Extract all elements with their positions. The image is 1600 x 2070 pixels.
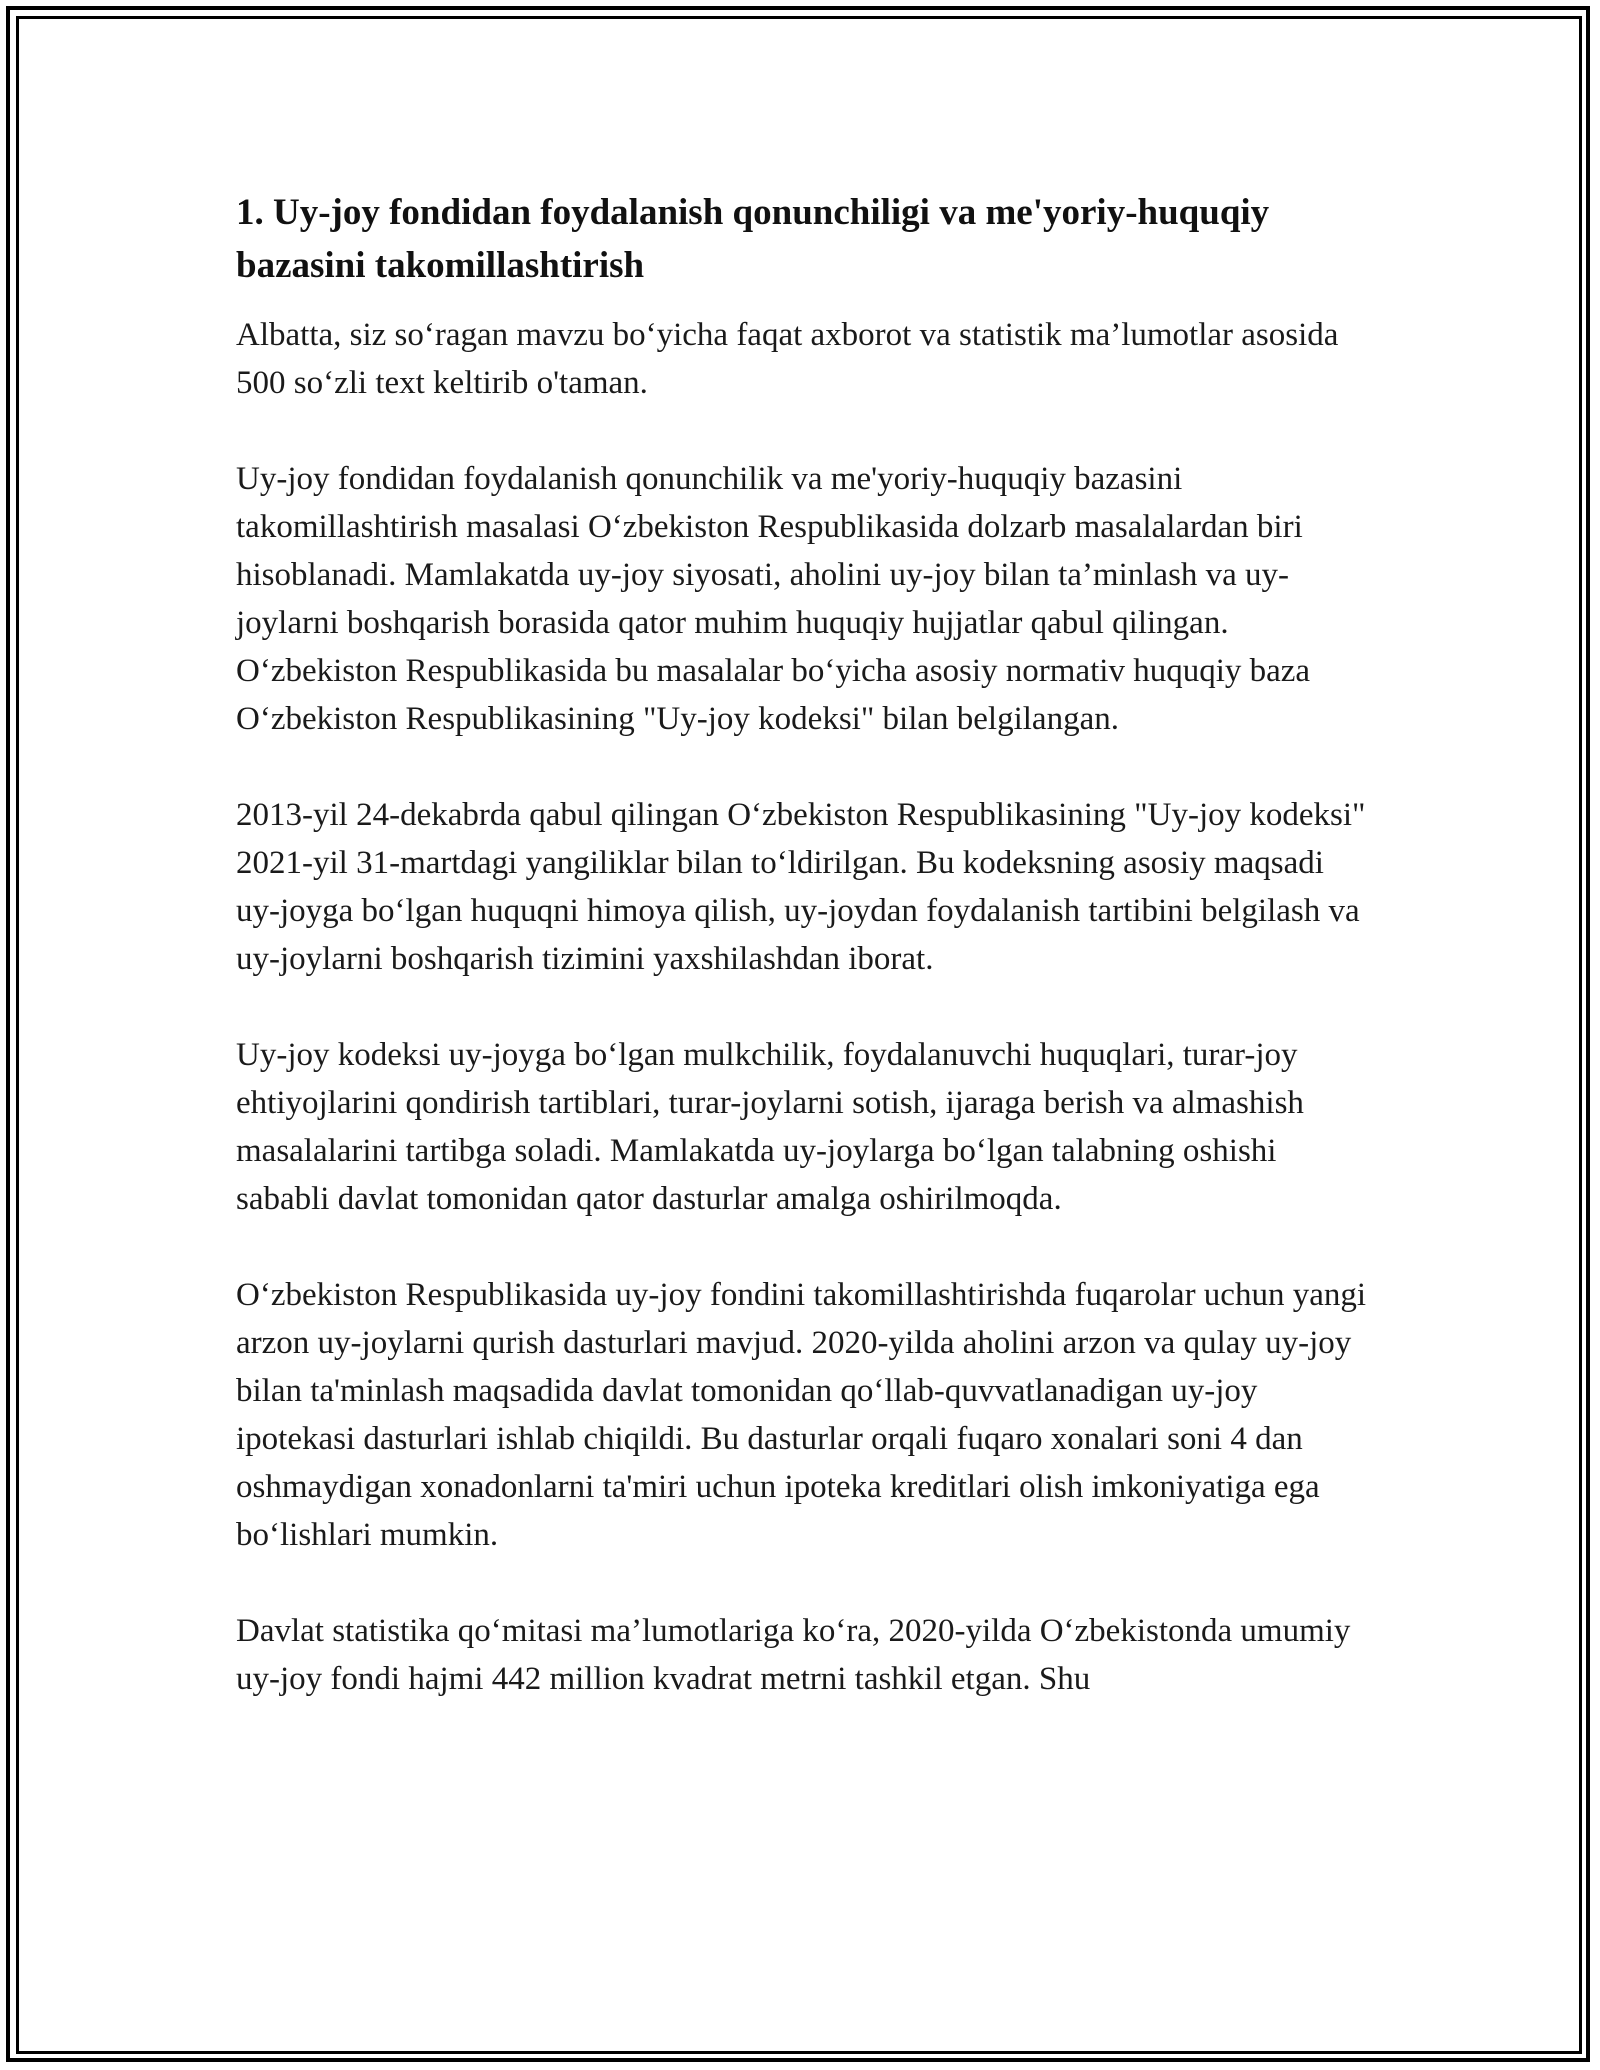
paragraph-statistics: Davlat statistika qo‘mitasi ma’lumotlariga ko‘ra, 2020-yilda O‘zbekistonda umumiy uy-joy fondi hajmi 442 million kvadrat metrni tashkil etgan. Shu — [236, 1613, 1351, 1697]
paragraph-affordable-housing: O‘zbekiston Respublikasida uy-joy fondini takomillashtirishda fuqarolar uchun yangi arzon uy-joylarni qurish dasturlari mavjud. 2020-yilda aholini arzon va qulay uy-joy bilan ta'minlash maqsadida davlat tomonidan qo‘llab-quvvatlanadigan uy-joy ipotekasi dasturlari ishlab chiqildi. Bu dasturlar orqali fuqaro xonalari soni 4 dan oshmaydigan xonadonlarni ta'miri uchun ipoteka kreditlari olish imkoniyatiga ega bo‘lishlari mumkin. — [236, 1277, 1367, 1553]
paragraph-housing-code: 2013-yil 24-dekabrda qabul qilingan O‘zbekiston Respublikasining "Uy-joy kodeksi" 2021-yil 31-martdagi yangiliklar bilan to‘ldirilgan. Bu kodeksning asosiy maqsadi uy-joyga bo‘lgan huquqni himoya qilish, uy-joydan foydalanish tartibini belgilash va uy-joylarni boshqarish tizimini yaxshilashdan iborat. — [236, 797, 1366, 977]
document-body — [236, 186, 1376, 1751]
paragraph-legal-base: Uy-joy fondidan foydalanish qonunchilik va me'yoriy-huquqiy bazasini takomillashtirish masalasi O‘zbekiston Respublikasida dolzarb masalalardan biri hisoblanadi. Mamlakatda uy-joy siyosati, aholini uy-joy bilan ta’minlash va uy-joylarni boshqarish borasida qator muhim huquqiy hujjatlar qabul qilingan. O‘zbekiston Respublikasida bu masalalar bo‘yicha asosiy normativ huquqiy baza O‘zbekiston Respublikasining "Uy-joy kodeksi" bilan belgilangan. — [236, 461, 1311, 737]
paragraph-code-scope: Uy-joy kodeksi uy-joyga bo‘lgan mulkchilik, foydalanuvchi huquqlari, turar-joy ehtiyojlarini qondirish tartiblari, turar-joylarni sotish, ijaraga berish va almashish masalalarini tartibga soladi. Mamlakatda uy-joylarga bo‘lgan talabning oshishi sababli davlat tomonidan qator dasturlar amalga oshirilmoqda. — [236, 1037, 1304, 1217]
document-heading: 1. Uy-joy fondidan foydalanish qonunchiligi va me'yoriy-huquqiy bazasini takomillashtirish — [236, 192, 1270, 286]
paragraph-intro: Albatta, siz so‘ragan mavzu bo‘yicha faqat axborot va statistik ma’lumotlar asosida 500 so‘zli text keltirib o'taman. — [236, 317, 1339, 401]
